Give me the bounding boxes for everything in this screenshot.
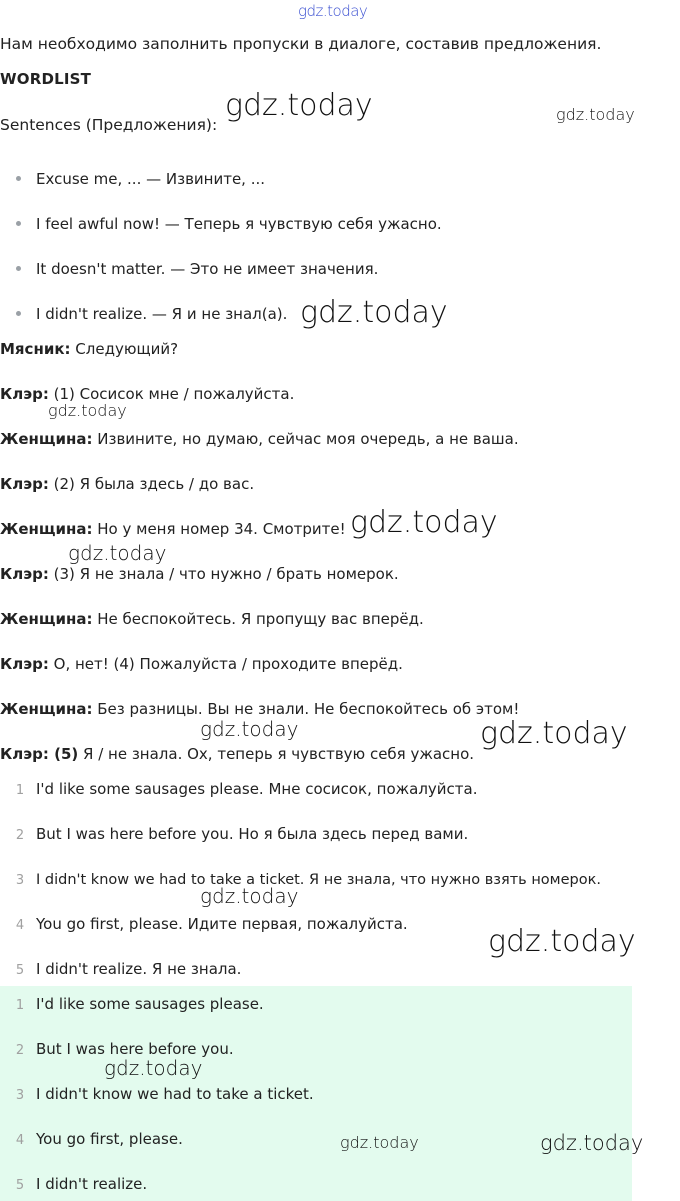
wordlist-item: I didn't realize. — Я и не знал(а). <box>16 305 287 323</box>
speaker-name: Мясник: <box>0 340 71 358</box>
speaker-name: Женщина: <box>0 700 93 718</box>
dialogue-line <box>0 700 519 718</box>
speaker-name: Женщина: <box>0 520 93 538</box>
speaker-name: Клэр: <box>0 475 49 493</box>
item-number: 4 <box>15 1133 25 1148</box>
translation-item <box>0 915 408 933</box>
dialogue-text: Следующий? <box>70 340 179 358</box>
watermark: gdz.today <box>200 884 299 908</box>
watermark: gdz.today <box>298 2 368 20</box>
item-number: 5 <box>15 963 25 978</box>
wordlist-item: It doesn't matter. — Это не имеет значения. <box>16 260 378 278</box>
dialogue-line <box>0 475 254 493</box>
dialogue-text: Я / не знала. Ох, теперь я чувствую себя ужасно. <box>78 745 475 763</box>
sentences-label: Sentences (Предложения): <box>0 116 218 134</box>
watermark: gdz.today <box>300 295 448 330</box>
translation-item <box>0 780 478 798</box>
item-text: I didn't know we had to take a ticket. Я не знала, что нужно взять номерок. <box>36 872 601 888</box>
wordlist-heading: WORDLIST <box>0 70 92 88</box>
dialogue-line <box>0 385 294 403</box>
speaker-name: Клэр: (5) <box>0 745 79 763</box>
dialogue-line <box>0 655 403 673</box>
wordlist-item: I feel awful now! — Теперь я чувствую себя ужасно. <box>16 215 442 233</box>
item-text: But I was here before you. <box>36 1040 234 1058</box>
dialogue-text: (3) Я не знала / что нужно / брать номерок. <box>48 565 399 583</box>
watermark: gdz.today <box>350 505 498 540</box>
dialogue-line <box>0 340 178 358</box>
dialogue-line <box>0 565 399 583</box>
item-text: But I was here before you. Но я была здесь перед вами. <box>36 825 469 843</box>
watermark: gdz.today <box>540 1131 644 1155</box>
speaker-name: Клэр: <box>0 655 49 673</box>
dialogue-text: (1) Сосисок мне / пожалуйста. <box>48 385 295 403</box>
dialogue-text: Без разницы. Вы не знали. Не беспокойтесь об этом! <box>92 700 520 718</box>
bullet-icon <box>16 266 21 271</box>
translation-item <box>0 960 241 978</box>
watermark: gdz.today <box>488 924 636 959</box>
speaker-name: Женщина: <box>0 610 93 628</box>
item-text: I'd like some sausages please. <box>36 995 264 1013</box>
bullet-icon <box>16 176 21 181</box>
dialogue-text: Извините, но думаю, сейчас моя очередь, а не ваша. <box>92 430 519 448</box>
watermark: gdz.today <box>48 401 127 420</box>
dialogue-line <box>0 745 474 763</box>
dialogue-text: (2) Я была здесь / до вас. <box>48 475 255 493</box>
dialogue-line <box>0 430 519 448</box>
item-text: I didn't realize. Я не знала. <box>36 960 242 978</box>
watermark: gdz.today <box>556 105 635 124</box>
item-number: 1 <box>15 998 25 1013</box>
speaker-name: Клэр: <box>0 565 49 583</box>
item-text: I didn't know we had to take a ticket. <box>36 1085 314 1103</box>
watermark: gdz.today <box>225 88 373 123</box>
answer-item <box>0 995 264 1013</box>
dialogue-line <box>0 610 424 628</box>
watermark: gdz.today <box>104 1056 203 1080</box>
task-intro: Нам необходимо заполнить пропуски в диалоге, составив предложения. <box>0 35 602 53</box>
answer-item <box>0 1130 183 1148</box>
answer-item <box>0 1175 147 1193</box>
dialogue-text: Не беспокойтесь. Я пропущу вас вперёд. <box>92 610 424 628</box>
speaker-name: Клэр: <box>0 385 49 403</box>
dialogue-text: Но у меня номер 34. Смотрите! <box>92 520 346 538</box>
item-number: 4 <box>15 918 25 933</box>
bullet-icon <box>16 221 21 226</box>
speaker-name: Женщина: <box>0 430 93 448</box>
bullet-icon <box>16 311 21 316</box>
watermark: gdz.today <box>340 1133 419 1152</box>
item-number: 1 <box>15 783 25 798</box>
item-number: 2 <box>15 828 25 843</box>
translation-item <box>0 825 468 843</box>
watermark: gdz.today <box>480 716 628 751</box>
wordlist-item: Excuse me, ... — Извините, ... <box>16 170 265 188</box>
watermark: gdz.today <box>68 541 167 565</box>
item-number: 2 <box>15 1043 25 1058</box>
item-text: You go first, please. <box>36 1130 183 1148</box>
dialogue-line <box>0 520 346 538</box>
item-number: 5 <box>15 1178 25 1193</box>
item-number: 3 <box>15 1088 25 1103</box>
item-number: 3 <box>15 873 25 888</box>
item-text: I'd like some sausages please. Мне сосисок, пожалуйста. <box>36 780 478 798</box>
dialogue-text: О, нет! (4) Пожалуйста / проходите вперёд. <box>48 655 403 673</box>
answer-item <box>0 1085 314 1103</box>
item-text: You go first, please. Идите первая, пожалуйста. <box>36 915 408 933</box>
item-text: I didn't realize. <box>36 1175 148 1193</box>
translation-item <box>0 870 601 888</box>
watermark: gdz.today <box>200 717 299 741</box>
